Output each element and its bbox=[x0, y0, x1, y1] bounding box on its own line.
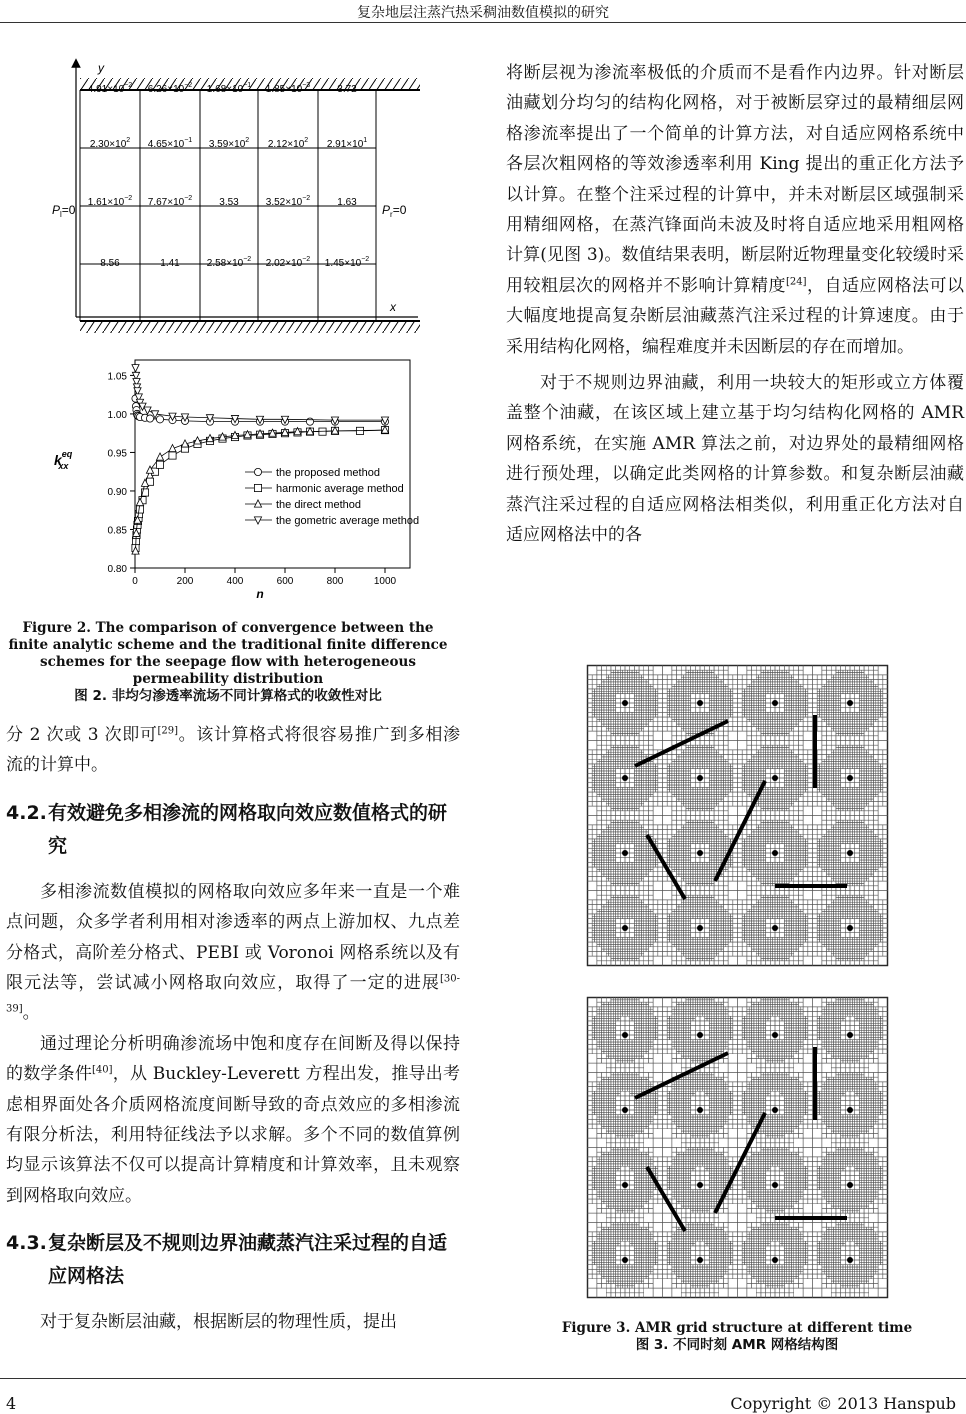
grid-cell-value: 1.63 bbox=[337, 197, 357, 208]
data-point bbox=[146, 415, 153, 422]
y-axis-title: $k^{eq}$ xx bbox=[54, 449, 73, 471]
data-point bbox=[156, 416, 163, 423]
paragraph-fault-start: 对于复杂断层油藏，根据断层的物理性质，提出 bbox=[6, 1307, 460, 1337]
data-point bbox=[156, 453, 163, 460]
x-tick-label: 800 bbox=[327, 576, 344, 587]
data-point bbox=[136, 506, 143, 513]
x-tick-label: 1000 bbox=[374, 576, 397, 587]
data-point bbox=[254, 484, 261, 491]
data-point bbox=[169, 452, 176, 459]
section-4-2-heading: 4.2.有效避免多相渗流的网格取向效应数值格式的研究 bbox=[6, 797, 460, 863]
data-point bbox=[254, 517, 261, 524]
grid-cell-value: 3.72 bbox=[337, 84, 357, 95]
grid-cell-value: $1.85\times 10^{-3}$ bbox=[266, 82, 311, 95]
grid-cell-value: $4.91\times 10^{-2}$ bbox=[88, 82, 133, 95]
right-pressure-label: $P_r=0$ bbox=[382, 203, 407, 219]
paragraph-buckley-leverett: 通过理论分析明确渗流场中饱和度存在间断及得以保持的数学条件[40]，从 Buckley-Leverett 方程出发，推导出考虑相界面处各介质网格流度间断导致的奇点效应的多相渗流有限分析法，利用特征线法予以求解。多个不同的数值算例均显示该算法不仅可以提高计算精度和计算效率，且未观察到网格取向效应。 bbox=[6, 1029, 460, 1211]
grid-cell-value: $2.30\times 10^2$ bbox=[90, 137, 130, 150]
grid-cell-value: $3.52\times 10^{-2}$ bbox=[266, 195, 311, 208]
grid-cell-value: $1.68\times 10^{-1}$ bbox=[207, 82, 252, 95]
header-rule bbox=[0, 22, 966, 23]
bottom-wall-hatch bbox=[80, 321, 420, 333]
paragraph-fault-continued: 将断层视为渗流率极低的介质而不是看作内边界。针对断层油藏划分均匀的结构化网格，对于被断层穿过的最精细层网格渗流率提出了一个简单的计算方法，对自适应网格系统中各层次粗网格的等效渗透率利用 King 提出的重正化方法予以计算。在整个注采过程的计算中，并未对断层区域强制采用精细网格，在蒸汽锋面尚未波及时将自适应地采用粗网格计算(见图 3)。数值结果表明，断层附近物理量变化较缓时采用较粗层次的网格并不影响计算精度[24]，自适应网格法可以大幅度地提高复杂断层油藏蒸汽注采过程的计算速度。由于采用结构化网格，编程难度并未因断层的存在而增加。 bbox=[506, 58, 964, 362]
paragraph-grid-orientation: 多相渗流数值模拟的网格取向效应多年来一直是一个难点问题，众多学者利用相对渗透率的两点上游加权、九点差分格式，高阶差分格式、PEBI 或 Voronoi 网格系统以及有限元法等，尝试减小网格取向效应，取得了一定的进展[30-39]。 bbox=[6, 877, 460, 1029]
plot-frame bbox=[135, 360, 410, 568]
series-triangle-down bbox=[132, 365, 389, 425]
data-point bbox=[254, 468, 261, 475]
paragraph-irregular-boundary: 对于不规则边界油藏，利用一块较大的矩形或立方体覆盖整个油藏，在该区域上建立基于均匀结构化网格的 AMR 网格系统，在实施 AMR 算法之前，对边界处的最精细网格进行预处理，以确定此类网格的计算参数。和复杂断层油藏蒸汽注采过程的自适应网格法相类似，利用重正化方法对自适应网格法中的各 bbox=[506, 368, 964, 550]
x-tick-label: 400 bbox=[227, 576, 244, 587]
x-tick-label: 600 bbox=[277, 576, 294, 587]
x-tick-label: 200 bbox=[177, 576, 194, 587]
section-4-3-heading: 4.3.复杂断层及不规则边界油藏蒸汽注采过程的自适应网格法 bbox=[6, 1227, 460, 1293]
legend-label: the proposed method bbox=[276, 467, 380, 479]
legend-label: the direct method bbox=[276, 499, 361, 511]
figure2-caption-en: Figure 2. The comparison of convergence between the finite analytic scheme and the traditional finite difference schemes for the seepage flow with heterogeneous permeability distribution bbox=[4, 620, 452, 688]
y-tick-label: 1.05 bbox=[108, 371, 128, 382]
y-axis-label: y bbox=[97, 61, 105, 75]
legend-label: the gometric average method bbox=[276, 515, 419, 527]
y-tick-label: 0.80 bbox=[108, 564, 128, 575]
grid-cell-value: $2.12\times 10^2$ bbox=[268, 137, 308, 150]
legend-label: harmonic average method bbox=[276, 483, 404, 495]
y-tick-label: 1.00 bbox=[108, 410, 128, 421]
data-point bbox=[132, 365, 139, 372]
legend bbox=[245, 467, 419, 527]
y-tick-label: 0.95 bbox=[108, 448, 128, 459]
grid-cell-value: 1.41 bbox=[160, 258, 180, 269]
left-column bbox=[6, 720, 460, 1338]
grid-cell-value: $6.26\times 10^{-2}$ bbox=[148, 82, 193, 95]
grid-cell-value: $3.59\times 10^2$ bbox=[209, 137, 249, 150]
figure2-caption-zh: 图 2. 非均匀渗透率流场不同计算格式的收敛性对比 bbox=[4, 688, 452, 705]
data-point bbox=[254, 500, 261, 507]
running-header: 复杂地层注蒸汽热采稠油数值模拟的研究 bbox=[0, 2, 966, 22]
figure2-caption bbox=[4, 620, 452, 705]
right-column bbox=[506, 58, 964, 551]
grid-cell-value: $4.65\times 10^{-1}$ bbox=[148, 137, 193, 150]
figure2-convergence-chart bbox=[40, 350, 440, 600]
data-point bbox=[169, 444, 176, 451]
y-tick-label: 0.85 bbox=[108, 525, 128, 536]
grid-cell-value: $1.61\times 10^{-2}$ bbox=[88, 195, 133, 208]
y-tick-label: 0.90 bbox=[108, 487, 128, 498]
grid-cell-value: 8.56 bbox=[100, 258, 120, 269]
series-line bbox=[136, 368, 386, 420]
paragraph-continued: 分 2 次或 3 次即可[29]。该计算格式将很容易推广到多相渗流的计算中。 bbox=[6, 720, 460, 781]
x-axis-label: x bbox=[389, 300, 397, 314]
grid-cell-value: $7.67\times 10^{-2}$ bbox=[148, 195, 193, 208]
grid-cell-value: 3.53 bbox=[219, 197, 239, 208]
x-axis-title: n bbox=[256, 587, 263, 600]
grid-cells bbox=[88, 82, 370, 269]
data-point bbox=[306, 418, 313, 425]
left-pressure-label: $P_l=0$ bbox=[52, 203, 76, 219]
grid-cell-value: $2.91\times 10^1$ bbox=[327, 137, 367, 150]
grid-cell-value: $2.02\times 10^{-2}$ bbox=[266, 256, 311, 269]
grid-cell-value: $2.58\times 10^{-2}$ bbox=[207, 256, 252, 269]
data-point bbox=[144, 407, 151, 414]
figure3-amr-grid-top bbox=[585, 663, 890, 968]
x-tick-label: 0 bbox=[132, 576, 138, 587]
figure2-grid-diagram bbox=[40, 55, 430, 345]
grid-cell-value: $1.45\times 10^{-2}$ bbox=[325, 256, 370, 269]
data-point bbox=[156, 461, 163, 468]
